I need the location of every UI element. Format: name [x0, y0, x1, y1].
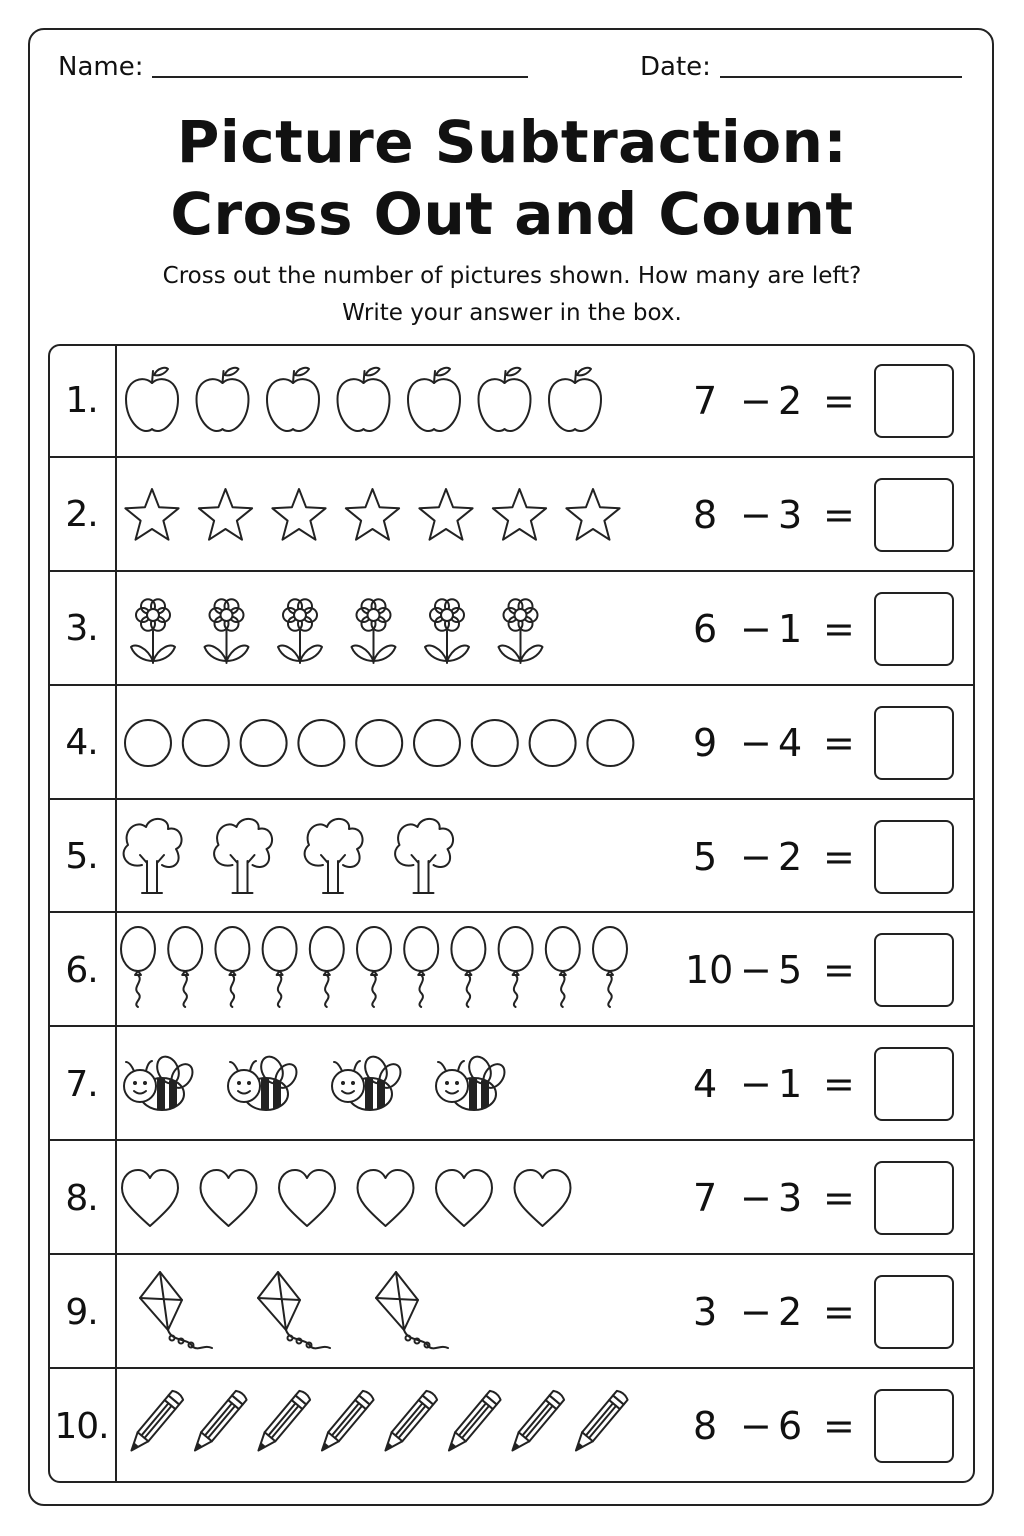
- circle-icon[interactable]: [530, 720, 576, 766]
- picture-group[interactable]: [116, 800, 676, 914]
- answer-box[interactable]: [874, 592, 954, 666]
- minuend: 8: [693, 492, 718, 537]
- answer-box[interactable]: [874, 820, 954, 894]
- picture-group[interactable]: [116, 1027, 676, 1141]
- circle-icon[interactable]: [241, 720, 287, 766]
- minuend: 10: [685, 948, 734, 993]
- title-line-2: Cross Out and Count: [170, 180, 854, 248]
- name-label: Name:: [58, 52, 144, 82]
- kite-icon[interactable]: [140, 1272, 212, 1348]
- star-icon[interactable]: [346, 489, 399, 540]
- flower-icon[interactable]: [352, 599, 396, 663]
- bee-icon[interactable]: [332, 1053, 405, 1110]
- problem-row: [48, 1369, 975, 1483]
- balloon-icon[interactable]: [499, 927, 533, 1007]
- picture-group[interactable]: [116, 1141, 676, 1255]
- star-icon[interactable]: [419, 489, 472, 540]
- subtrahend: 3: [778, 492, 803, 537]
- balloon-icon[interactable]: [310, 927, 344, 1007]
- flower-icon[interactable]: [278, 599, 322, 663]
- bee-icon[interactable]: [124, 1053, 197, 1110]
- problem-number: 3.: [65, 608, 98, 650]
- answer-box[interactable]: [874, 933, 954, 1007]
- instructions-line-1: Cross out the number of pictures shown. How many are left?: [162, 263, 862, 289]
- star-icon[interactable]: [125, 489, 178, 540]
- heart-icon[interactable]: [201, 1170, 257, 1226]
- pencil-icon[interactable]: [190, 1389, 248, 1455]
- problem-row: [48, 686, 975, 800]
- date-field[interactable]: [720, 76, 962, 78]
- minuend: 7: [693, 1176, 718, 1221]
- minus-sign: −: [740, 834, 772, 879]
- kite-icon[interactable]: [258, 1272, 330, 1348]
- problem-number: 9.: [65, 1291, 98, 1333]
- minuend: 8: [693, 1404, 718, 1449]
- subtrahend: 2: [778, 834, 803, 879]
- flower-icon[interactable]: [205, 599, 249, 663]
- balloon-icon[interactable]: [546, 927, 580, 1007]
- minuend: 3: [693, 1290, 718, 1335]
- problem-row: [48, 1027, 975, 1141]
- heart-icon[interactable]: [515, 1170, 571, 1226]
- circle-icon[interactable]: [587, 720, 633, 766]
- circle-icon[interactable]: [356, 720, 402, 766]
- minus-sign: −: [740, 1290, 772, 1335]
- minus-sign: −: [740, 948, 772, 993]
- circle-icon[interactable]: [125, 720, 171, 766]
- minus-sign: −: [740, 1176, 772, 1221]
- apple-icon[interactable]: [479, 368, 531, 431]
- kite-icon[interactable]: [376, 1272, 448, 1348]
- subtrahend: 1: [778, 1062, 803, 1107]
- answer-box[interactable]: [874, 706, 954, 780]
- minus-sign: −: [740, 378, 772, 423]
- problem-row: [48, 1255, 975, 1369]
- problem-number: 7.: [65, 1063, 98, 1105]
- equals-sign: =: [823, 1062, 855, 1107]
- bee-icon[interactable]: [436, 1053, 509, 1110]
- picture-group[interactable]: [116, 914, 676, 1028]
- star-icon[interactable]: [566, 489, 619, 540]
- pencil-icon[interactable]: [317, 1389, 375, 1455]
- minus-sign: −: [740, 720, 772, 765]
- pencil-icon[interactable]: [444, 1389, 502, 1455]
- subtrahend: 2: [778, 1290, 803, 1335]
- minuend: 4: [693, 1062, 718, 1107]
- star-icon[interactable]: [199, 489, 252, 540]
- balloon-icon[interactable]: [263, 927, 297, 1007]
- flower-icon[interactable]: [499, 599, 543, 663]
- answer-box[interactable]: [874, 364, 954, 438]
- subtrahend: 4: [778, 720, 803, 765]
- minuend: 6: [693, 606, 718, 651]
- minus-sign: −: [740, 1062, 772, 1107]
- problem-number: 1.: [65, 380, 98, 422]
- flower-icon[interactable]: [131, 599, 175, 663]
- equals-sign: =: [823, 492, 855, 537]
- answer-box[interactable]: [874, 478, 954, 552]
- apple-icon[interactable]: [197, 368, 249, 431]
- minuend: 9: [693, 720, 718, 765]
- problem-row: [48, 914, 975, 1028]
- minuend: 7: [693, 378, 718, 423]
- picture-group[interactable]: [116, 1255, 676, 1369]
- circle-icon[interactable]: [472, 720, 518, 766]
- subtrahend: 2: [778, 378, 803, 423]
- equals-sign: =: [823, 1176, 855, 1221]
- date-label: Date:: [640, 52, 711, 82]
- answer-box[interactable]: [874, 1161, 954, 1235]
- problem-row: [48, 1141, 975, 1255]
- problem-number: 2.: [65, 494, 98, 536]
- picture-group[interactable]: [116, 344, 676, 458]
- subtrahend: 1: [778, 606, 803, 651]
- apple-icon[interactable]: [126, 368, 178, 431]
- balloon-icon[interactable]: [121, 927, 155, 1007]
- pencil-icon[interactable]: [571, 1389, 629, 1455]
- problem-number: 10.: [54, 1405, 109, 1447]
- balloon-icon[interactable]: [404, 927, 438, 1007]
- pencil-icon[interactable]: [253, 1389, 311, 1455]
- equals-sign: =: [823, 834, 855, 879]
- minus-sign: −: [740, 492, 772, 537]
- answer-box[interactable]: [874, 1047, 954, 1121]
- picture-group[interactable]: [116, 686, 676, 800]
- equals-sign: =: [823, 948, 855, 993]
- heart-icon[interactable]: [358, 1170, 414, 1226]
- equals-sign: =: [823, 720, 855, 765]
- instructions-line-2: Write your answer in the box.: [342, 300, 682, 326]
- star-icon[interactable]: [272, 489, 325, 540]
- heart-icon[interactable]: [279, 1170, 335, 1226]
- picture-group[interactable]: [116, 458, 676, 572]
- pencil-icon[interactable]: [380, 1389, 438, 1455]
- tree-icon[interactable]: [124, 819, 182, 893]
- tree-icon[interactable]: [305, 819, 363, 893]
- bee-icon[interactable]: [228, 1053, 301, 1110]
- apple-icon[interactable]: [408, 368, 460, 431]
- flower-icon[interactable]: [425, 599, 469, 663]
- circle-icon[interactable]: [298, 720, 344, 766]
- apple-icon[interactable]: [549, 368, 601, 431]
- equals-sign: =: [823, 606, 855, 651]
- minuend: 5: [693, 834, 718, 879]
- title-line-1: Picture Subtraction:: [176, 108, 848, 176]
- answer-box[interactable]: [874, 1275, 954, 1349]
- balloon-icon[interactable]: [215, 927, 249, 1007]
- star-icon[interactable]: [493, 489, 546, 540]
- balloon-icon[interactable]: [451, 927, 485, 1007]
- balloon-icon[interactable]: [357, 927, 391, 1007]
- balloon-icon[interactable]: [168, 927, 202, 1007]
- tree-icon[interactable]: [395, 819, 453, 893]
- heart-icon[interactable]: [436, 1170, 492, 1226]
- heart-icon[interactable]: [122, 1170, 178, 1226]
- equals-sign: =: [823, 1290, 855, 1335]
- problem-number: 5.: [65, 836, 98, 878]
- problem-row: [48, 458, 975, 572]
- problem-number: 4.: [65, 722, 98, 764]
- picture-group[interactable]: [116, 1369, 676, 1483]
- problem-number: 8.: [65, 1177, 98, 1219]
- equals-sign: =: [823, 378, 855, 423]
- answer-box[interactable]: [874, 1389, 954, 1463]
- subtrahend: 5: [778, 948, 803, 993]
- problem-row: [48, 344, 975, 458]
- minus-sign: −: [740, 1404, 772, 1449]
- equals-sign: =: [823, 1404, 855, 1449]
- pencil-icon[interactable]: [126, 1389, 184, 1455]
- name-field[interactable]: [152, 76, 528, 78]
- circle-icon[interactable]: [183, 720, 229, 766]
- balloon-icon[interactable]: [593, 927, 627, 1007]
- problem-row: [48, 800, 975, 914]
- subtrahend: 3: [778, 1176, 803, 1221]
- minus-sign: −: [740, 606, 772, 651]
- pencil-icon[interactable]: [507, 1389, 565, 1455]
- picture-group[interactable]: [116, 572, 676, 686]
- apple-icon[interactable]: [338, 368, 390, 431]
- problem-row: [48, 572, 975, 686]
- circle-icon[interactable]: [414, 720, 460, 766]
- subtrahend: 6: [778, 1404, 803, 1449]
- tree-icon[interactable]: [214, 819, 272, 893]
- apple-icon[interactable]: [267, 368, 319, 431]
- problem-number: 6.: [65, 949, 98, 991]
